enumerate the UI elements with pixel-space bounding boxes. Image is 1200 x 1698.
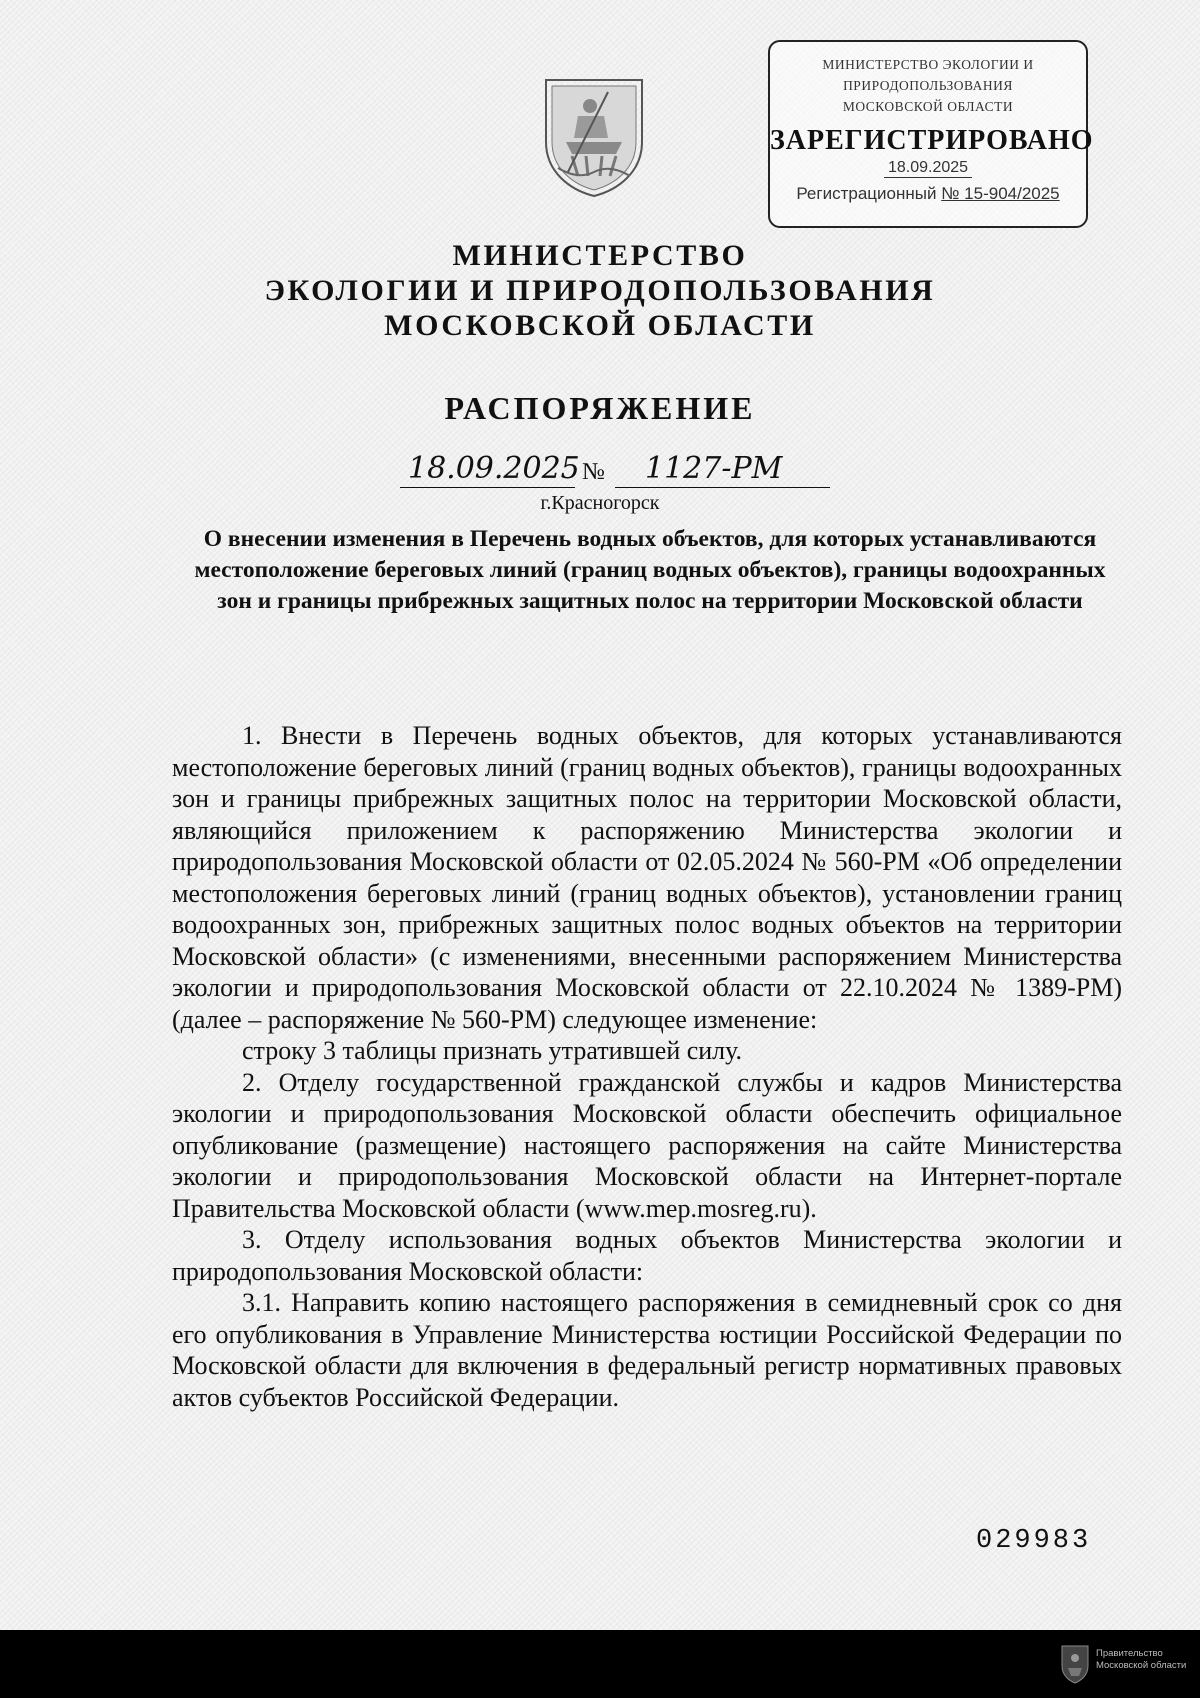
footer-text (1096, 1648, 1186, 1672)
paragraph: 3.1. Направить копию настоящего распоряжения в семидневный срок со дня его опубликования в Управление Министерства юстиции Российской Федерации по Московской области для включения в федеральный регистр нормативных правовых актов субъектов Российской Федерации. (172, 1288, 1122, 1412)
footer-line: Московской области (1096, 1660, 1187, 1671)
document-serial-number: 029983 (976, 1526, 1092, 1556)
stamp-org-line: МОСКОВСКОЙ ОБЛАСТИ (842, 99, 1014, 114)
coat-of-arms-icon (538, 72, 650, 200)
paragraph: строку 3 таблицы признать утратившей силу. (242, 1036, 743, 1065)
ministry-line: МИНИСТЕРСТВО (452, 239, 748, 272)
stamp-reg-label: Регистрационный (796, 184, 937, 203)
number-sign: № (582, 459, 605, 485)
ministry-line: ЭКОЛОГИИ И ПРИРОДОПОЛЬЗОВАНИЯ (264, 274, 936, 307)
government-logo-icon (1060, 1644, 1090, 1684)
document-body (172, 720, 1122, 1413)
document-subject: О внесении изменения в Перечень водных объектов, для которых устанавливаются местоположение береговых линий (границ водных объектов), границы водоохранных зон и границы прибрежных защитных полос на территории Московской области (194, 526, 1106, 614)
stamp-reg-number (770, 184, 1086, 204)
footer-line: Правительство (1096, 1648, 1163, 1659)
number-underline (615, 487, 830, 488)
document-type: РАСПОРЯЖЕНИЕ (444, 390, 756, 426)
date-number-line (360, 448, 860, 492)
handwritten-date: 18.09.2025 (408, 451, 580, 486)
date-underline (400, 487, 575, 488)
stamp-date: 18.09.2025 (884, 159, 972, 178)
stamp-reg-value: № 15-904/2025 (941, 184, 1060, 203)
ministry-line: МОСКОВСКОЙ ОБЛАСТИ (384, 309, 816, 342)
registration-stamp (768, 40, 1094, 228)
city: г.Красногорск (540, 492, 660, 514)
stamp-org-line: ПРИРОДОПОЛЬЗОВАНИЯ (843, 78, 1013, 93)
handwritten-number: 1127-РМ (645, 451, 783, 486)
stamp-org-line: МИНИСТЕРСТВО ЭКОЛОГИИ И (822, 57, 1034, 72)
paragraph: 3. Отделу использования водных объектов Министерства экологии и природопользования Московской области: (172, 1225, 1122, 1286)
stamp-status: ЗАРЕГИСТРИРОВАНО (770, 125, 1094, 156)
paragraph: 2. Отделу государственной гражданской службы и кадров Министерства экологии и природопользования Московской области обеспечить официальное опубликование (размещение) настоящего распоряжения на сайте Министерства экологии и природопользования Московской области на Интернет-портале Правительства Московской области (www.mep.mosreg.ru). (172, 1067, 1122, 1223)
ministry-name (0, 238, 1200, 343)
paragraph: 1. Внести в Перечень водных объектов, для которых устанавливаются местоположение береговых линий (границ водных объектов), границы водоохранных зон и границы прибрежных защитных полос на территории Московской области, являющийся приложением к распоряжению Министерства экологии и природопользования Московской области от 02.05.2024 № 560-РМ «Об определении местоположения береговых линий (границ водных объектов), установлении границ водоохранных зон, прибрежных защитных полос водных объектов на территории Московской области» (с изменениями, внесенными распоряжением Министерства экологии и природопользования Московской области от 22.10.2024 № 1389-РМ) (далее – распоряжение № 560-РМ) следующее изменение: (172, 721, 1122, 1034)
footer-bar (0, 1630, 1200, 1698)
